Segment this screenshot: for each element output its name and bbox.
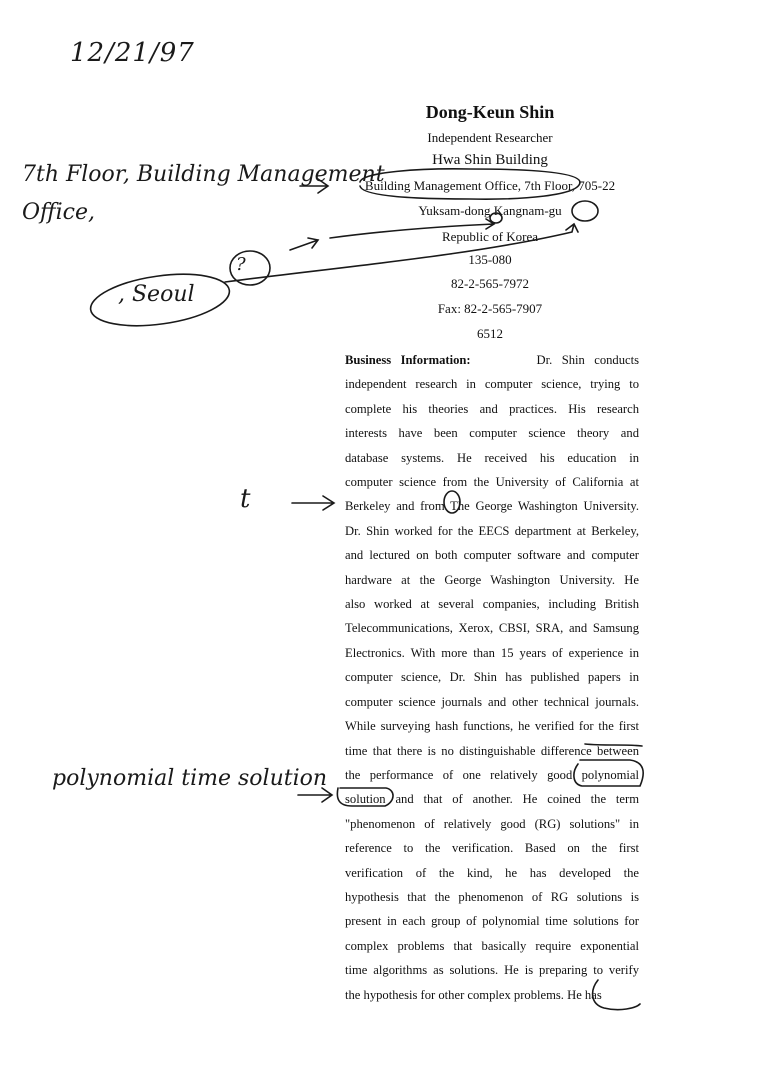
he-has-circle: [593, 980, 640, 1010]
address-line-3: Republic of Korea: [441, 229, 539, 244]
paragraph-line: and lectured on both computer software and computer: [345, 548, 639, 563]
paragraph-line: independent research in computer science, trying to: [345, 377, 639, 392]
fax-number: Fax: 82-2-565-7907: [437, 301, 543, 316]
paragraph-line: time algorithms as solutions. He is preparing to verify: [345, 963, 639, 978]
paragraph-line: the performance of one relatively good polynomial: [345, 767, 639, 782]
paragraph-line: verification of the kind, he has developed the: [345, 865, 639, 880]
paragraph-line: reference to the verification. Based on the first: [345, 841, 639, 856]
paragraph-line: hypothesis that the phenomenon of RG solutions is: [345, 889, 639, 904]
paragraph-line: time that there is no distinguishable difference between: [345, 743, 639, 758]
author-name: Dong-Keun Shin: [425, 102, 555, 122]
address-line-1: Building Management Office, 7th Floor, 705-22: [364, 178, 616, 193]
address-circle: [360, 169, 580, 199]
address-line-2: Yuksam-dong Kangnam-gu: [418, 203, 562, 218]
small-circle-dong: [490, 213, 502, 223]
paragraph-line: hardware at the George Washington University. He: [345, 572, 639, 587]
building-name: Hwa Shin Building: [432, 152, 548, 168]
paragraph-line: computer science journals and other technical journals.: [345, 694, 639, 709]
business-heading: Business Information:: [345, 353, 471, 367]
paragraph-line: Telecommunications, Xerox, CBSI, SRA, and Samsung: [345, 621, 639, 636]
paragraph-line: computer science from the University of California at: [345, 475, 639, 490]
arrow-to-address: [300, 179, 328, 193]
paragraph-line: While surveying hash functions, he verified for the first: [345, 719, 639, 734]
paragraph-line: Berkeley and from The George Washington University.: [345, 499, 639, 514]
paragraph-line: complete his theories and practices. His research: [345, 401, 639, 416]
question-circle: [230, 251, 270, 285]
paragraph-line: present in each group of polynomial time solutions for: [345, 914, 639, 929]
author-title: Independent Researcher: [427, 130, 553, 145]
arrow-polynomial: [298, 788, 332, 802]
handwritten-polynomial-note: polynomial time solution: [52, 766, 328, 791]
handwritten-address-note: 7th Floor, Building Management: [22, 162, 385, 187]
paragraph-line: interests have been computer science theory and: [345, 426, 639, 441]
small-circle-kangnam: [572, 201, 598, 221]
postal-code: 135-080: [468, 252, 512, 267]
arrow-t: [292, 496, 334, 510]
handwritten-question-mark: ?: [236, 254, 246, 275]
seoul-loop: [225, 224, 578, 282]
seoul-upper-arrow: [330, 219, 494, 238]
seoul-circle: [87, 266, 232, 333]
handwritten-correction-t: t: [240, 484, 251, 514]
handwritten-date: 12/21/97: [70, 38, 195, 68]
handwritten-seoul-note: , Seoul: [118, 282, 195, 307]
paragraph-line: the hypothesis for other complex problems. He has: [345, 987, 602, 1002]
handwritten-address-note-2: Office,: [22, 200, 95, 225]
paragraph-line: "phenomenon of relatively good (RG) solutions" in: [345, 816, 639, 831]
between-underline: [585, 744, 642, 746]
paragraph-line: computer science, Dr. Shin has published papers in: [345, 670, 639, 685]
line-text: Dr. Shin conducts: [536, 353, 639, 367]
paragraph-line: Electronics. With more than 15 years of experience in: [345, 645, 639, 660]
extension-number: 6512: [477, 326, 503, 341]
phone-number: 82-2-565-7972: [451, 276, 529, 291]
paragraph-line: solution and that of another. He coined the term: [345, 792, 639, 807]
polynomial-circle: [574, 760, 643, 786]
paragraph-line: also worked at several companies, including British: [345, 597, 639, 612]
the-circle: [444, 491, 460, 513]
paragraph-line: Dr. Shin worked for the EECS department at Berkeley,: [345, 523, 639, 538]
arrow-question: [290, 238, 318, 250]
paragraph-line: complex problems that basically require exponential: [345, 938, 639, 953]
paragraph-line: database systems. He received his education in: [345, 450, 639, 465]
solution-circle: [337, 788, 393, 806]
